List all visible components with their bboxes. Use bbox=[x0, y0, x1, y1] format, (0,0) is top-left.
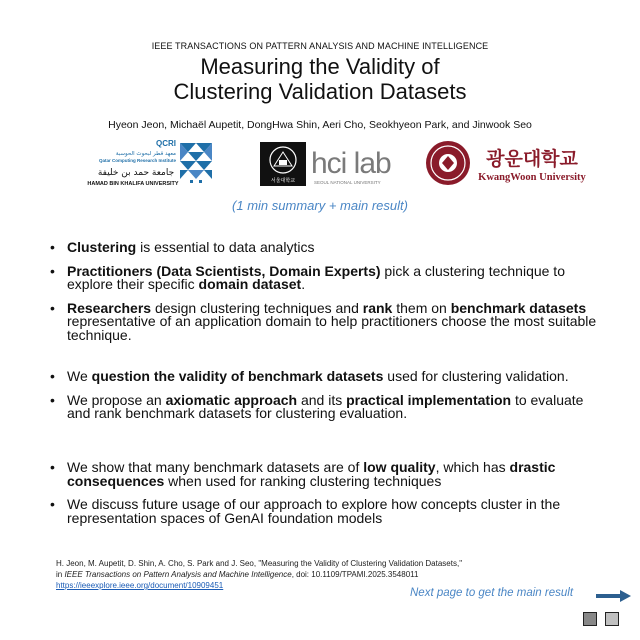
next-arrow-icon[interactable] bbox=[596, 590, 632, 602]
qcri-top-text: QCRI bbox=[156, 139, 176, 148]
title-line-1: Measuring the Validity of bbox=[200, 54, 440, 79]
bullet-group-2 bbox=[50, 370, 610, 431]
citation-line-2: in IEEE Transactions on Pattern Analysis and Machine Intelligence, doi: 10.1109/TPAMI.2025.3548011 bbox=[56, 570, 419, 579]
citation-line-1: H. Jeon, M. Aupetit, D. Shin, A. Cho, S. Park and J. Seo, "Measuring the Validity of Clustering Validation Datasets," bbox=[56, 559, 463, 568]
ieee-link[interactable]: https://ieeexplore.ieee.org/document/10909451 bbox=[56, 581, 224, 590]
bullet-future-usage: • We discuss future usage of our approach to explore how concepts cluster in the representation spaces of GenAI foundation models bbox=[50, 498, 610, 525]
bullet-question-validity: • We question the validity of benchmark datasets used for clustering validation. bbox=[50, 370, 610, 384]
kwangwoon-logo bbox=[426, 141, 587, 185]
bullet-group-1 bbox=[50, 241, 610, 352]
bullet-practitioners: • Practitioners (Data Scientists, Domain Experts) pick a clustering technique to explore their specific domain dataset. bbox=[50, 265, 610, 292]
page-nav-box-1[interactable] bbox=[583, 612, 597, 626]
bullet-clustering: • Clustering is essential to data analytics bbox=[50, 241, 610, 255]
kwangwoon-english-text: KwangWoon University bbox=[478, 172, 586, 183]
qcri-arabic-text: معهد قطر لبحوث الحوسبة bbox=[115, 151, 176, 157]
hci-lab-text: hci lab bbox=[311, 147, 391, 180]
hbku-geometric-mark-icon bbox=[180, 143, 212, 183]
hbku-english-text: HAMAD BIN KHALIFA UNIVERSITY bbox=[87, 181, 179, 187]
hbku-arabic-text: جامعة حمد بن خليفة bbox=[97, 168, 175, 178]
logo-strip bbox=[0, 138, 640, 190]
author-list: Hyeon Jeon, Michaël Aupetit, DongHwa Shin, Aeri Cho, Seokhyeon Park, and Jinwook Seo bbox=[108, 119, 532, 131]
kwangwoon-korean-text: 광운대학교 bbox=[486, 148, 578, 170]
bullet-researchers: • Researchers design clustering techniques and rank them on benchmark datasets representative of an application domain to help practitioners choose the most suitable technique. bbox=[50, 302, 610, 343]
next-page-label[interactable]: Next page to get the main result bbox=[410, 587, 574, 599]
bullet-low-quality: • We show that many benchmark datasets are of low quality, which has drastic consequences when used for ranking clustering techniques bbox=[50, 461, 610, 488]
bullet-axiomatic-approach: • We propose an axiomatic approach and its practical implementation to evaluate and rank benchmark datasets for clustering evaluation. bbox=[50, 394, 610, 421]
journal-venue: IEEE TRANSACTIONS ON PATTERN ANALYSIS AND MACHINE INTELLIGENCE bbox=[151, 41, 489, 51]
bullet-group-3 bbox=[50, 461, 610, 535]
snu-english-text: SEOUL NATIONAL UNIVERSITY bbox=[314, 180, 381, 185]
page-nav-box-2[interactable] bbox=[605, 612, 619, 626]
logo-row bbox=[0, 138, 640, 190]
svg-text:서울대학교: 서울대학교 bbox=[270, 178, 296, 184]
page-title bbox=[0, 54, 640, 104]
title-line-2: Clustering Validation Datasets bbox=[173, 79, 467, 104]
qcri-english-text: Qatar Computing Research Institute bbox=[98, 158, 176, 163]
summary-subtitle: (1 min summary + main result) bbox=[232, 198, 408, 213]
qcri-hbku-logo bbox=[87, 139, 212, 187]
hci-lab-logo bbox=[258, 140, 398, 188]
